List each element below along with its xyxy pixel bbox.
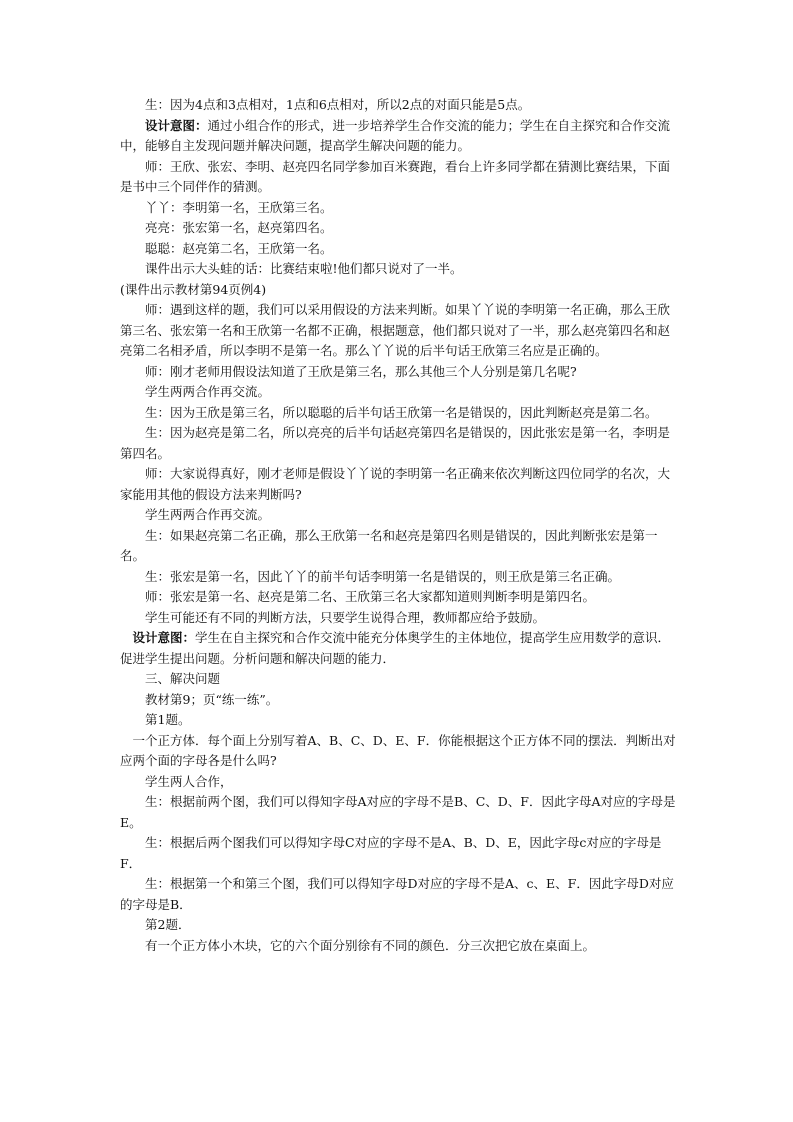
paragraph: 师：大家说得真好，刚才老师是假设丫丫说的李明第一名正确来依次判断这四位同学的名次，大家能用其他的假设方法来判断吗? bbox=[120, 466, 671, 502]
paragraph-text: 学生在自主探究和合作交流中能充分体奥学生的主体地位，提高学生应用数学的意识．促进学生提出问题。分析问题和解决问题的能力． bbox=[120, 630, 671, 666]
paragraph: 生：根据后两个图我们可以得知字母C对应的字母不是A、B、D、E，因此字母c对应的字母是F． bbox=[120, 835, 662, 871]
paragraph: 有一个正方体小木块，它的六个面分别徐有不同的颜色．分三次把它放在桌面上。 bbox=[145, 937, 596, 953]
paragraph: 学生两两合作再交流。 bbox=[145, 507, 271, 522]
design-intent-label: 设计意图： bbox=[132, 630, 196, 645]
paragraph: 生：如果赵亮第二名正确，那么王欣第一名和赵亮是第四名则是错误的，因此判断张宏是第一名。 bbox=[120, 527, 658, 563]
paragraph: 生：根据前两个图，我们可以得知字母A对应的字母不是B、C、D、F．因此字母A对应的字母是E。 bbox=[120, 794, 676, 830]
paragraph: 亮亮：张宏第一名，赵亮第四名。 bbox=[145, 220, 333, 235]
paragraph: 学生两人合作， bbox=[145, 773, 233, 789]
paragraph-text: 通过小组合作的形式，进一步培养学生合作交流的能力；学生在自主探究和合作交流中，能够自主发现问题并解决问题，提高学生解决问题的能力。 bbox=[120, 117, 671, 153]
paragraph: 丫丫：李明第一名，王欣第三名。 bbox=[145, 199, 333, 215]
paragraph: 生：因为赵亮是第二名，所以亮亮的后半句话赵亮第四名是错误的，因此张宏是第一名，李明是第四名。 bbox=[120, 425, 671, 461]
paragraph: 生：因为4点和3点相对，1点和6点相对，所以2点的对面只能是5点。 bbox=[145, 97, 531, 112]
paragraph: 师：刚才老师用假设法知道了王欣是第三名，那么其他三个人分别是第几名呢? bbox=[145, 363, 577, 379]
paragraph: 课件出示大头蛙的话：比赛结束啦!他们都只说对了一半。 bbox=[145, 261, 463, 276]
paragraph: 生：根据第一个和第三个图，我们可以得知字母D对应的字母不是A、c、E、F．因此字母D对应的字母是B． bbox=[120, 876, 674, 912]
paragraph: 一个正方体．每个面上分别写着A、B、C、D、E、F．你能根据这个正方体不同的摆法．判断出对应两个面的字母各是什么吗? bbox=[120, 732, 676, 768]
paragraph bbox=[120, 116, 680, 157]
paragraph: 生：因为王欣是第三名，所以聪聪的后半句话王欣第一名是错误的，因此判断赵亮是第二名。 bbox=[145, 404, 658, 420]
paragraph: 生：张宏是第一名，因此丫丫的前半句话李明第一名是错误的，则王欣是第三名正确。 bbox=[145, 568, 621, 584]
paragraph: 师：王欣、张宏、李明、赵亮四名同学参加百米赛跑，看台上许多同学都在猜测比赛结果，下面是书中三个同伴作的猜测。 bbox=[120, 158, 671, 194]
document-body bbox=[120, 95, 680, 956]
paragraph: 学生可能还有不同的判断方法，只要学生说得合理，教师都应给予鼓励。 bbox=[145, 609, 546, 625]
paragraph: 第2题． bbox=[145, 917, 191, 932]
paragraph bbox=[120, 628, 680, 669]
paragraph: 聪聪：赵亮第二名，王欣第一名。 bbox=[145, 240, 333, 256]
paragraph: 第1题。 bbox=[145, 712, 191, 727]
paragraph: 师：张宏是第一名、赵亮是第二名、王欣第三名大家都知道则判断李明是第四名。 bbox=[145, 589, 596, 604]
paragraph: 教材第9；页“练一练”。 bbox=[145, 691, 279, 707]
design-intent-label: 设计意图： bbox=[145, 117, 208, 133]
paragraph: 学生两两合作再交流。 bbox=[145, 384, 271, 399]
paragraph: (课件出示教材第94页例4) bbox=[120, 281, 267, 297]
paragraph: 师：遇到这样的题，我们可以采用假设的方法来判断。如果丫丫说的李明第一名正确，那么王欣第三名、张宏第一名和王欣第一名都不正确，根据题意，他们都只说对了一半，那么赵亮第四名和赵亮第二名相矛盾，所以李明不是第一名。那么丫丫说的后半句话王欣第三名应是正确的。 bbox=[120, 302, 671, 358]
section-heading: 三、解决问题 bbox=[145, 671, 221, 686]
